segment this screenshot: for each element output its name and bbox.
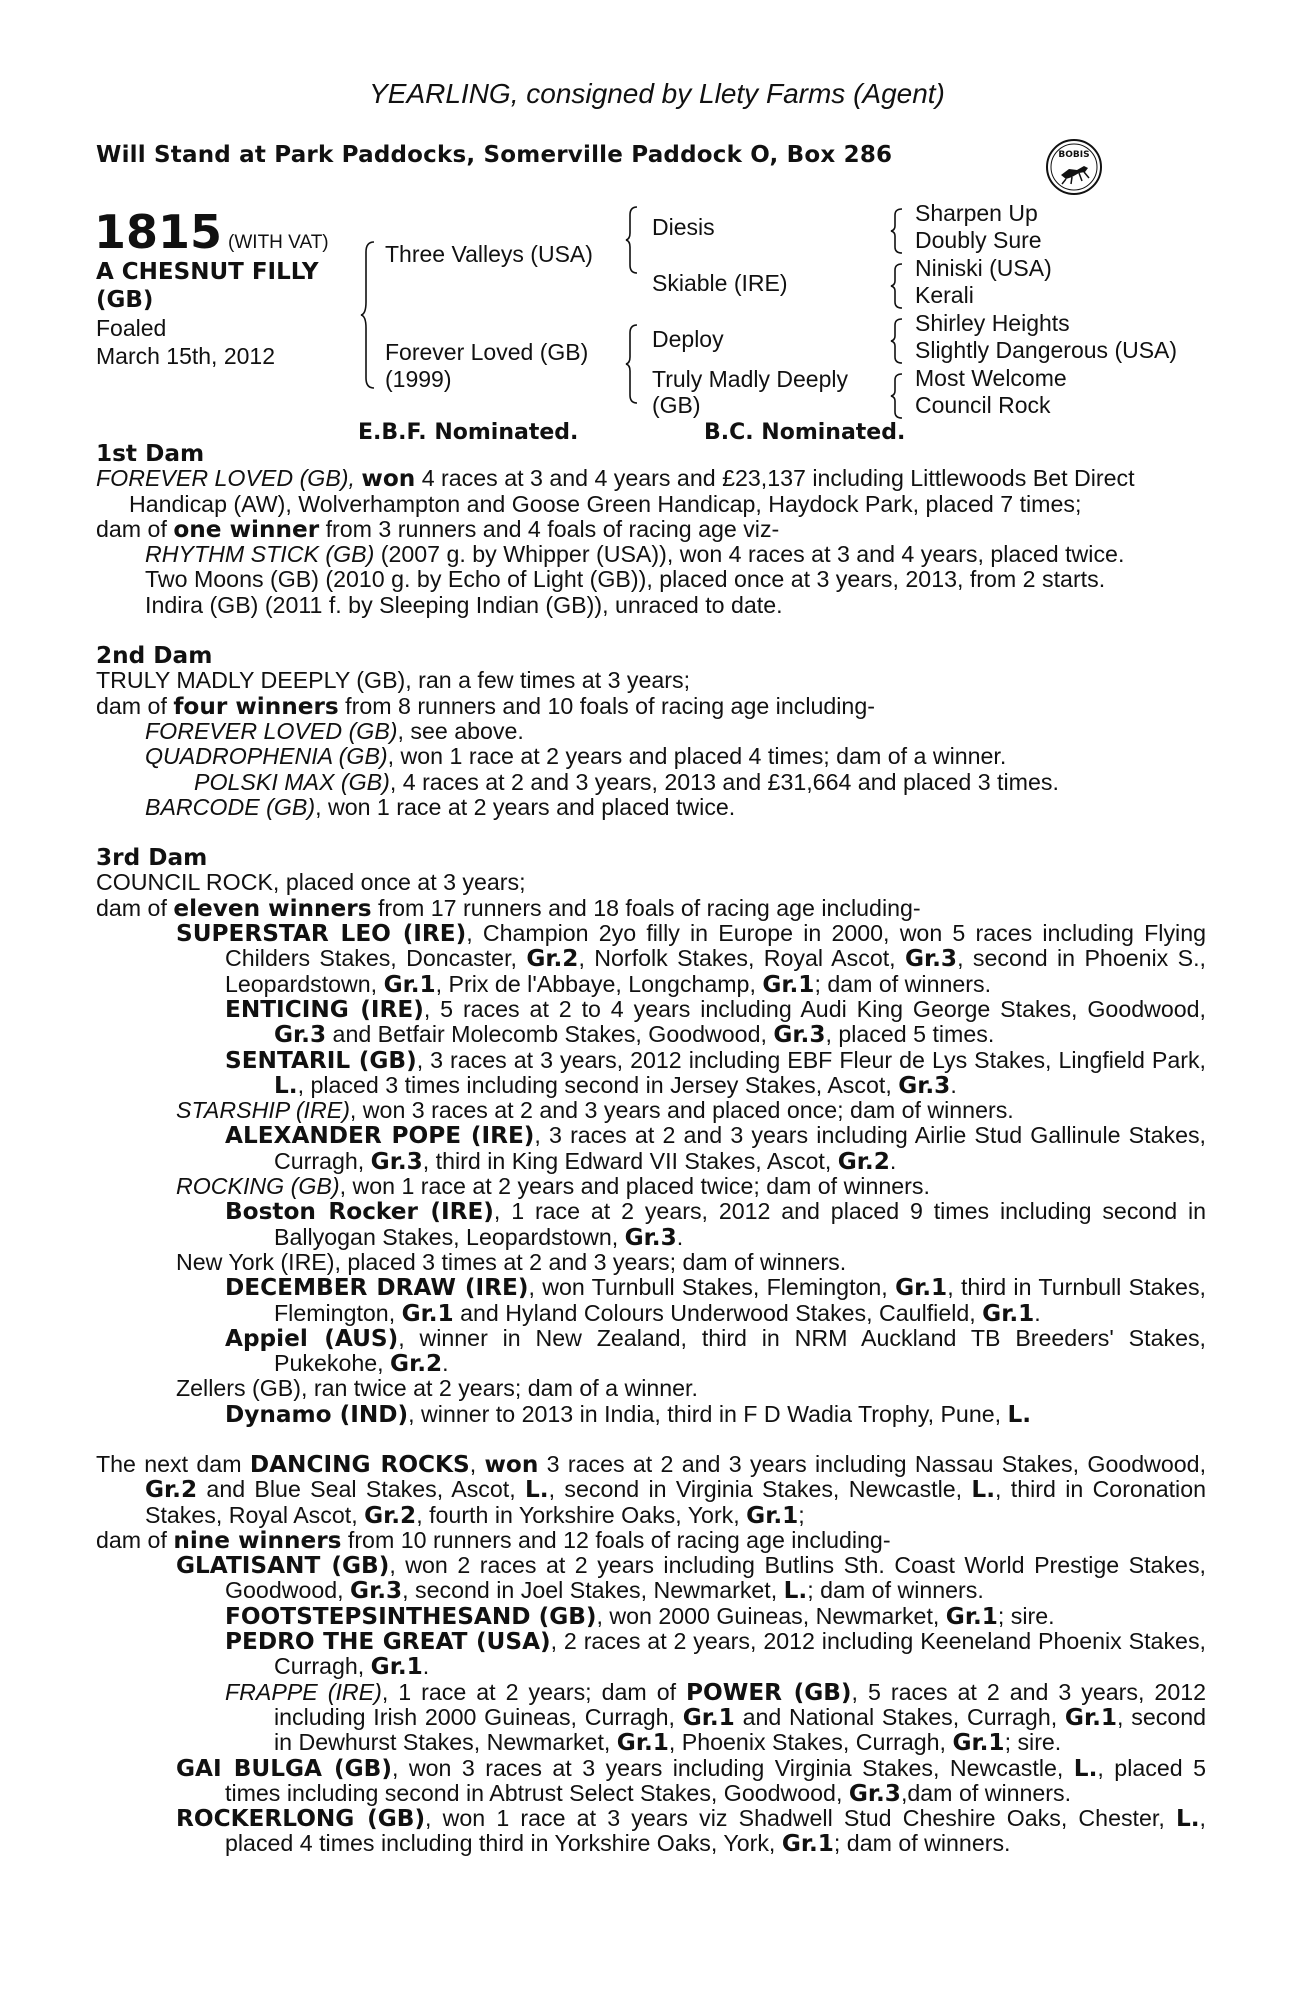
- produce-entry: STARSHIP (IRE), won 3 races at 2 and 3 years and placed once; dam of winners.: [176, 1097, 1014, 1124]
- first-dam-record: [96, 466, 1206, 517]
- produce-entry: [96, 770, 1206, 795]
- svg-text:BOBIS: BOBIS: [1058, 150, 1090, 160]
- first-dam-heading: 1st Dam: [96, 440, 205, 467]
- produce-entry: PEDRO THE GREAT (USA), 2 races at 2 years, 2012 including Keeneland Phoenix Stakes, Curragh, Gr.1.: [225, 1628, 1206, 1681]
- dam-dam-line-2: (GB): [652, 392, 701, 418]
- horse-description: A CHESNUT FILLY (GB): [96, 259, 319, 313]
- produce-entry: New York (IRE), placed 3 times at 2 and 3 years; dam of winners.: [176, 1248, 847, 1275]
- lot-number: [94, 205, 329, 259]
- pedigree-brace: [890, 262, 904, 310]
- summary-suffix: from 8 runners and 10 foals of racing age including-: [338, 692, 875, 719]
- first-dam-record-text: 4 races at 3 and 4 years and £23,137 including Littlewoods Bet Direct Handicap (AW), Wolverhampton and Goose Green Handicap, Haydock Park, placed 7 times;: [129, 465, 1135, 517]
- produce-record: , won 1 race at 2 years and placed twice.: [315, 793, 736, 820]
- produce-name: QUADROPHENIA (GB): [145, 743, 388, 770]
- foaling-info: [96, 314, 275, 370]
- second-dam-record: TRULY MADLY DEEPLY (GB), ran a few times at 3 years;: [96, 667, 691, 694]
- next-dam-name: DANCING ROCKS: [249, 1450, 470, 1478]
- stand-location: Will Stand at Park Paddocks, Somerville Paddock O, Box 286: [96, 142, 893, 168]
- ggp-8: Council Rock: [915, 392, 1051, 418]
- produce-entry: Indira (GB) (2011 f. by Sleeping Indian (GB)), unraced to date.: [145, 591, 783, 618]
- produce-entry: Appiel (AUS), winner in New Zealand, third in NRM Auckland TB Breeders' Stakes, Pukekohe, Gr.2.: [225, 1324, 1207, 1378]
- first-dam-name: FOREVER LOVED (GB),: [96, 465, 355, 492]
- bobis-seal-icon: [1044, 137, 1104, 197]
- produce-name: POLSKI MAX (GB): [194, 768, 390, 795]
- next-dam-intro: The next dam: [96, 1450, 250, 1477]
- third-dam-produce-summary: [96, 896, 1206, 921]
- ggp-7: Most Welcome: [915, 365, 1067, 391]
- ggp-6: Slightly Dangerous (USA): [915, 337, 1178, 363]
- second-dam-heading: 2nd Dam: [96, 642, 213, 670]
- produce-entry: FRAPPE (IRE), 1 race at 2 years; dam of POWER (GB), 5 races at 2 and 3 years, 2012 including Irish 2000 Guineas, Curragh, Gr.1 and National Stakes, Curragh, Gr.1, second in Dewhurst Stakes, Newmarket, Gr.1, Phoenix Stakes, Curragh, Gr.1; sire.: [225, 1678, 1207, 1757]
- dam-dam-line-1: Truly Madly Deeply: [652, 366, 848, 392]
- pedigree-brace: [360, 240, 376, 390]
- dam-sire: Deploy: [652, 326, 724, 352]
- produce-entry: [96, 719, 1206, 744]
- second-dam-produce-summary: [96, 694, 1206, 719]
- foaled-label: Foaled: [96, 315, 167, 341]
- summary-prefix: dam of: [96, 515, 174, 542]
- summary-suffix: from 17 runners and 18 foals of racing age including-: [371, 894, 921, 921]
- third-dam-record: COUNCIL ROCK, placed once at 3 years;: [96, 869, 526, 896]
- winner-count: eleven winners: [173, 894, 372, 922]
- next-dam-record: The next dam DANCING ROCKS, won 3 races at 2 and 3 years including Nassau Stakes, Goodwood, Gr.2 and Blue Seal Stakes, Ascot, L., second in Virginia Stakes, Newcastle, L., third in Coronation Stakes, Royal Ascot, Gr.2, fourth in Yorkshire Oaks, York, Gr.1;: [96, 1450, 1207, 1529]
- ggp-4: Kerali: [915, 282, 974, 308]
- produce-entry: Zellers (GB), ran twice at 2 years; dam of a winner.: [176, 1375, 698, 1402]
- produce-entry: GLATISANT (GB), won 2 races at 2 years including Butlins Sth. Coast World Prestige Stakes, Goodwood, Gr.3, second in Joel Stakes, Newmarket, L.; dam of winners.: [176, 1552, 1206, 1605]
- ggp-3: Niniski (USA): [915, 255, 1052, 281]
- sire-sire: Diesis: [652, 214, 715, 240]
- winner-count: one winner: [173, 515, 320, 543]
- ebf-nomination: E.B.F. Nominated.: [358, 420, 579, 445]
- pedigree-brace: [625, 323, 639, 405]
- sire-dam: Skiable (IRE): [652, 270, 788, 296]
- produce-entry: ROCKERLONG (GB), won 1 race at 3 years viz Shadwell Stud Cheshire Oaks, Chester, L., placed 4 times including third in Yorkshire Oaks, York, Gr.1; dam of winners.: [176, 1805, 1206, 1858]
- produce-entry: Boston Rocker (IRE), 1 race at 2 years, 2012 and placed 9 times including second in Ballyogan Stakes, Leopardstown, Gr.3.: [225, 1198, 1207, 1251]
- produce-record: , see above.: [397, 717, 524, 744]
- produce-entry: ROCKING (GB), won 1 race at 2 years and placed twice; dam of winners.: [176, 1173, 930, 1200]
- produce-entry: FOOTSTEPSINTHESAND (GB), won 2000 Guineas, Newmarket, Gr.1; sire.: [225, 1602, 1055, 1630]
- consignment-line: YEARLING, consigned by Llety Farms (Agent): [369, 78, 945, 109]
- pedigree-brace: [890, 317, 904, 365]
- won-label: won: [484, 1450, 539, 1478]
- produce-name: FOREVER LOVED (GB): [145, 717, 398, 744]
- ggp-5: Shirley Heights: [915, 310, 1070, 336]
- produce-entry: ALEXANDER POPE (IRE), 3 races at 2 and 3 years including Airlie Stud Gallinule Stakes, Curragh, Gr.3, third in King Edward VII Stakes, Ascot, Gr.2.: [225, 1122, 1206, 1175]
- produce-record: (2007 g. by Whipper (USA)), won 4 races at 3 and 4 years, placed twice.: [374, 541, 1125, 568]
- produce-name: RHYTHM STICK (GB): [145, 541, 375, 568]
- ggp-1: Sharpen Up: [915, 200, 1038, 226]
- pedigree-brace: [890, 372, 904, 420]
- dam-line-1: Forever Loved (GB): [385, 339, 589, 365]
- produce-name: BARCODE (GB): [145, 793, 316, 820]
- winner-count: four winners: [173, 692, 339, 720]
- foaled-date: March 15th, 2012: [96, 343, 276, 369]
- dam-line-2: (1999): [385, 366, 452, 392]
- pedigree-notes: [96, 441, 1206, 1857]
- produce-entry: GAI BULGA (GB), won 3 races at 3 years including Virginia Stakes, Newcastle, L., placed 5 times including second in Abtrust Select Stakes, Goodwood, Gr.3,dam of winners.: [176, 1754, 1206, 1807]
- produce-entry: Dynamo (IND), winner to 2013 in India, third in F D Wadia Trophy, Pune, L.: [225, 1400, 1032, 1428]
- summary-suffix: from 3 runners and 4 foals of racing age viz-: [319, 515, 780, 542]
- vat-note: (WITH VAT): [228, 232, 329, 253]
- produce-entry: ENTICING (IRE), 5 races at 2 to 4 years including Audi King George Stakes, Goodwood, Gr.3 and Betfair Molecomb Stakes, Goodwood, Gr.3, placed 5 times.: [225, 995, 1206, 1049]
- produce-entry: SUPERSTAR LEO (IRE), Champion 2yo filly in Europe in 2000, won 5 races including Flying Childers Stakes, Doncaster, Gr.2, Norfolk Stakes, Royal Ascot, Gr.3, second in Phoenix S., Leopardstown, Gr.1, Prix de l'Abbaye, Longchamp, Gr.1; dam of winners.: [176, 920, 1206, 998]
- produce-record: , won 1 race at 2 years and placed 4 times; dam of a winner.: [387, 743, 1007, 770]
- pedigree-brace: [890, 207, 904, 255]
- produce-entry: [96, 542, 1206, 567]
- produce-entry: SENTARIL (GB), 3 races at 3 years, 2012 including EBF Fleur de Lys Stakes, Lingfield Park, L., placed 3 times including second in Jersey Stakes, Ascot, Gr.3.: [225, 1046, 1206, 1099]
- next-dam-produce-summary: dam of nine winners from 10 runners and 12 foals of racing age including-: [96, 1526, 891, 1554]
- lot-number-value: 1815: [94, 205, 223, 259]
- summary-prefix: dam of: [96, 894, 174, 921]
- bc-nomination: B.C. Nominated.: [704, 420, 906, 445]
- produce-entry: [96, 795, 1206, 820]
- produce-entry: [96, 744, 1206, 769]
- produce-record: , 4 races at 2 and 3 years, 2013 and £31,664 and placed 3 times.: [389, 768, 1059, 795]
- pedigree-brace: [625, 205, 639, 275]
- first-dam-produce-summary: [96, 517, 1206, 542]
- sire: Three Valleys (USA): [385, 241, 593, 267]
- produce-entry: DECEMBER DRAW (IRE), won Turnbull Stakes, Flemington, Gr.1, third in Turnbull Stakes, Flemington, Gr.1 and Hyland Colours Underwood Stakes, Caulfield, Gr.1.: [225, 1274, 1206, 1327]
- third-dam-heading: 3rd Dam: [96, 844, 208, 872]
- ggp-2: Doubly Sure: [915, 227, 1042, 253]
- won-label: won: [361, 465, 416, 493]
- produce-entry: Two Moons (GB) (2010 g. by Echo of Light (GB)), placed once at 3 years, 2013, from 2 starts.: [145, 566, 1106, 593]
- summary-prefix: dam of: [96, 692, 174, 719]
